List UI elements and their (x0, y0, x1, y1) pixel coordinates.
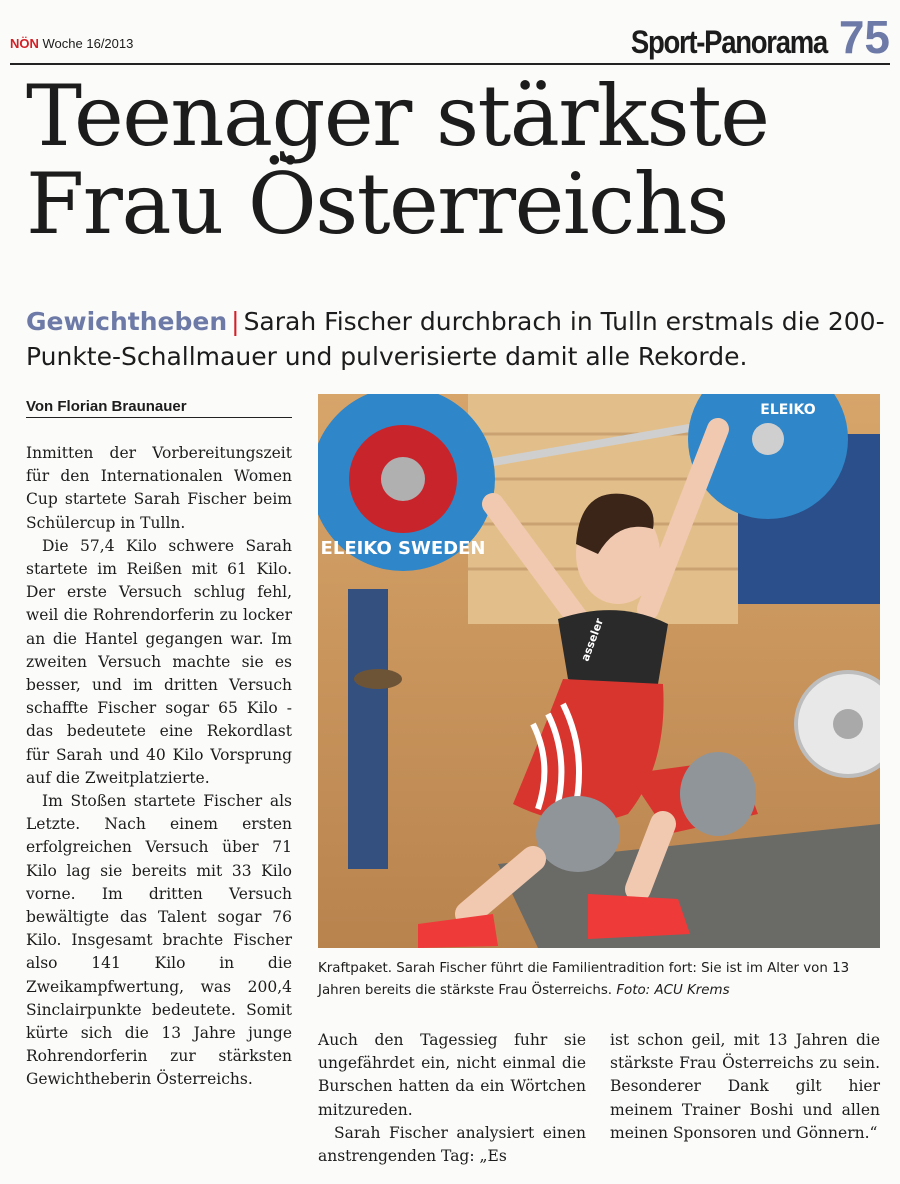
header-section (599, 11, 890, 63)
headline-line-2: Frau Österreichs (26, 155, 728, 253)
paragraph: ist schon geil, mit 13 Jahren die stärkste Frau Österreichs zu sein. Besonderer Dank gilt hier meinem Trainer Boshi und allen meinen Sponsoren und Gönnern.“ (610, 1031, 880, 1142)
page-number: 75 (838, 11, 890, 63)
headline (26, 67, 886, 253)
paragraph: Die 57,4 Kilo schwere Sarah startete im Reißen mit 61 Kilo. Der erste Versuch schlug fehl, weil die Rohrendorferin zu locker an die Hantel gegangen war. Im zweiten Versuch machte sie es besser, und im dritten Versuch schaffte Fischer sogar 65 Kilo - das bedeutete eine Rekordlast für Sarah und 40 Kilo Vorsprung auf die Zweitplatzierte. (26, 536, 292, 787)
kicker-separator: | (231, 307, 240, 336)
knee-sleeve-right (680, 752, 756, 836)
body-column-1 (26, 442, 292, 1092)
kicker: Gewichtheben (26, 307, 228, 336)
paragraph: Im Stoßen startete Fischer als Letzte. Nach einem ersten erfolgreichen Versuch über 71 Kilo lag sie bereits mit 33 Kilo vorne. Im dritten Versuch bewältigte das Talent sogar 76 Kilo. Insgesamt brachte Fischer also 141 Kilo in die Zweikampfwertung, was 200,4 Sinclairpunkte bedeutete. Somit kürte sich die 13 Jahre junge Rohrendorferin zur stärksten Gewichtheberin Österreichs. (26, 792, 292, 1089)
paragraph: Inmitten der Vorbereitungszeit für den Internationalen Women Cup startete Sarah Fischer beim Schülercup in Tulln. (26, 444, 292, 532)
body-column-3 (610, 1029, 880, 1145)
photo-caption (318, 958, 880, 1002)
caption-text: Kraftpaket. Sarah Fischer führt die Familientradition fort: Sie ist im Alter von 13 Jahren bereits die stärkste Frau Österreichs. (318, 961, 850, 998)
issue-label: Woche 16/2013 (42, 36, 134, 51)
headline-line-1: Teenager stärkste (26, 67, 769, 165)
right-shoe (588, 894, 690, 939)
section-title: Sport-Panorama (630, 24, 827, 60)
singlet-text: asseler (578, 616, 607, 664)
body-column-2 (318, 1029, 586, 1168)
singlet-top (558, 610, 668, 688)
plate-right-text: ELEIKO (760, 402, 816, 418)
article-photo (318, 394, 880, 948)
byline: Von Florian Braunauer (26, 398, 292, 418)
header-issue (10, 36, 133, 51)
paragraph: Sarah Fischer analysiert einen anstrengenden Tag: „Es (318, 1123, 586, 1166)
header-rule (10, 63, 890, 65)
paragraph: Auch den Tagessieg fuhr sie ungefährdet ein, nicht einmal die Burschen hatten da ein Wörtchen mitzureden. (318, 1031, 586, 1119)
brand-logo: NÖN (10, 36, 39, 51)
person-legs (348, 589, 388, 869)
knee-sleeve-left (536, 796, 620, 872)
photo-credit: Foto: ACU Krems (616, 983, 730, 998)
deck-text: Sarah Fischer durchbrach in Tulln erstmals die 200-Punkte-Schallmauer und pulverisierte damit alle Rekorde. (26, 307, 885, 371)
plate-left-text: ELEIKO SWEDEN (320, 538, 486, 559)
deck (26, 304, 886, 374)
plate-collar (381, 457, 425, 501)
